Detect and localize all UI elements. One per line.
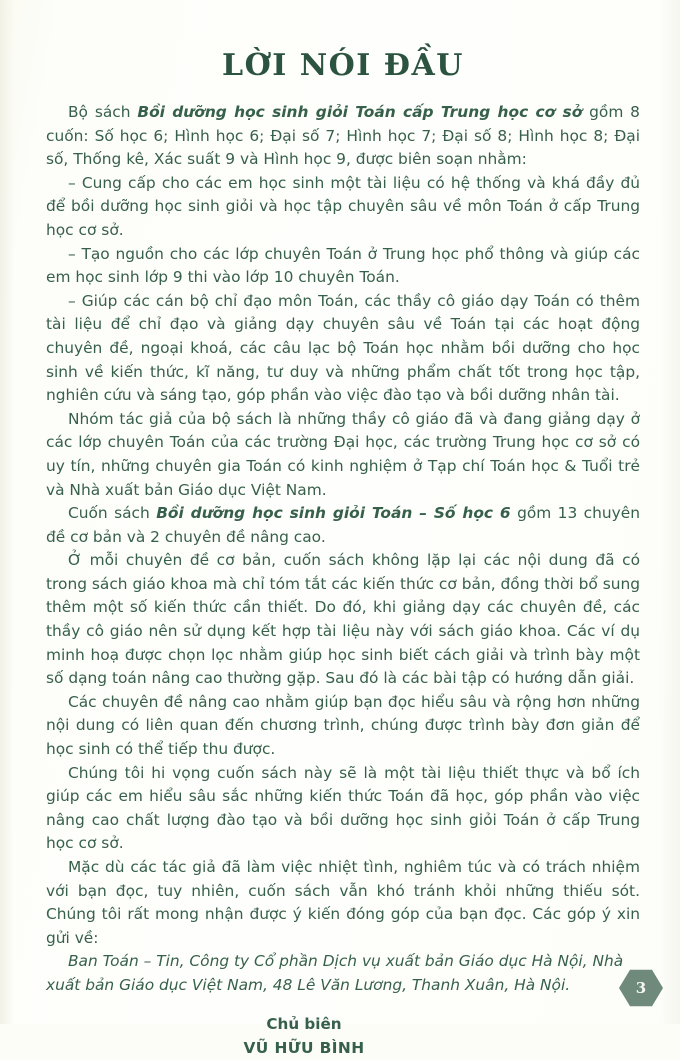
signature-role: Chủ biên <box>266 1014 342 1033</box>
book-title-emphasis: Bồi dưỡng học sinh giỏi Toán – Số học 6 <box>156 504 511 523</box>
paragraph-intro <box>46 101 640 172</box>
page-title: LỜI NÓI ĐẦU <box>222 48 464 83</box>
signature-name: VŨ HỮU BÌNH <box>243 1038 365 1057</box>
series-title-emphasis: Bồi dưỡng học sinh giỏi Toán cấp Trung học cơ sở <box>137 103 583 121</box>
paragraph-hope: Chúng tôi hi vọng cuốn sách này sẽ là một tài liệu thiết thực và bổ ích giúp các em hiểu sâu sắc những kiến thức Toán đã học, góp phần vào việc nâng cao chất lượng đào tạo và bồi dưỡng học sinh giỏi Toán ở cấp Trung học cơ sở. <box>46 763 640 853</box>
paragraph-basic-topics: Ở mỗi chuyên đề cơ bản, cuốn sách không lặp lại các nội dung đã có trong sách giáo khoa mà chỉ tóm tắt các kiến thức cơ bản, đồng thời bổ sung thêm một số kiến thức cần thiết. Do đó, khi giảng dạy các chuyên đề, các thầy cô giáo nên sử dụng kết hợp tài liệu này với sách giáo khoa. Các ví dụ minh hoạ được chọn lọc nhằm giúp học sinh biết cách giải và trình bày một số dạng toán nâng cao thường gặp. Sau đó là các bài tập có hướng dẫn giải. <box>46 551 640 688</box>
bullet-paragraph-1: – Cung cấp cho các em học sinh một tài liệu có hệ thống và khá đầy đủ để bồi dưỡng học sinh giỏi và học tập chuyên sâu về môn Toán ở cấp Trung học cơ sở. <box>46 173 640 239</box>
signature-block <box>46 1012 640 1060</box>
paragraph-book-scope-lead: Cuốn sách <box>68 504 157 523</box>
paragraph-intro-tail: gồm 8 cuốn: Số học 6; Hình học 6; Đại số 7; Hình học 7; Đại số 8; Hình học 8; Đại số, Thống kê, Xác suất 9 và Hình học 9, được biên soạn nhằm: <box>46 103 640 169</box>
paragraph-authors: Nhóm tác giả của bộ sách là những thầy cô giáo đã và đang giảng dạy ở các lớp chuyên Toán của các trường Đại học, các trường Trung học cơ sở có uy tín, những chuyên gia Toán có kinh nghiệm ở Tạp chí Toán học & Tuổi trẻ và Nhà xuất bản Giáo dục Việt Nam. <box>46 409 640 499</box>
page-content <box>46 0 640 1060</box>
paragraph-address: Ban Toán – Tin, Công ty Cổ phần Dịch vụ xuất bản Giáo dục Hà Nội, Nhà xuất bản Giáo dục Việt Nam, 48 Lê Văn Lương, Thanh Xuân, Hà Nội. <box>46 952 624 994</box>
page-number-badge <box>619 969 663 1007</box>
bullet-paragraph-3: – Giúp các cán bộ chỉ đạo môn Toán, các thầy cô giáo dạy Toán có thêm tài liệu để chỉ đạo và giảng dạy chuyên sâu về Toán tại các hoạt động chuyên đề, ngoại khoá, các câu lạc bộ Toán học nhằm bồi dưỡng cho học sinh về kiến thức, kĩ năng, tư duy và những phẩm chất tốt trong học tập, nghiên cứu và sáng tạo, góp phần vào việc đào tạo và bồi dưỡng nhân tài. <box>46 291 640 405</box>
page-left-edge-shadow <box>0 0 14 1024</box>
paragraph-advanced-topics: Các chuyên đề nâng cao nhằm giúp bạn đọc hiểu sâu và rộng hơn những nội dung có liên quan đến chương trình, chúng được trình bày đơn giản để học sinh có thể tiếp thu được. <box>46 692 640 759</box>
paragraph-book-scope-tail: gồm 13 chuyên đề cơ bản và 2 chuyên đề nâng cao. <box>46 504 640 546</box>
paragraph-book-scope <box>46 502 640 549</box>
page-right-edge-shadow <box>660 0 680 1024</box>
bullet-paragraph-2: – Tạo nguồn cho các lớp chuyên Toán ở Trung học phổ thông và giúp các em học sinh lớp 9 thi vào lớp 10 chuyên Toán. <box>46 244 640 287</box>
page-number-label: 3 <box>635 979 647 997</box>
paragraph-intro-lead: Bộ sách <box>68 103 138 121</box>
paragraph-feedback: Mặc dù các tác giả đã làm việc nhiệt tình, nghiêm túc và có trách nhiệm với bạn đọc, tuy nhiên, cuốn sách vẫn khó tránh khỏi những thiếu sót. Chúng tôi rất mong nhận được ý kiến đóng góp của bạn đọc. Các góp ý xin gửi về: <box>46 858 640 947</box>
